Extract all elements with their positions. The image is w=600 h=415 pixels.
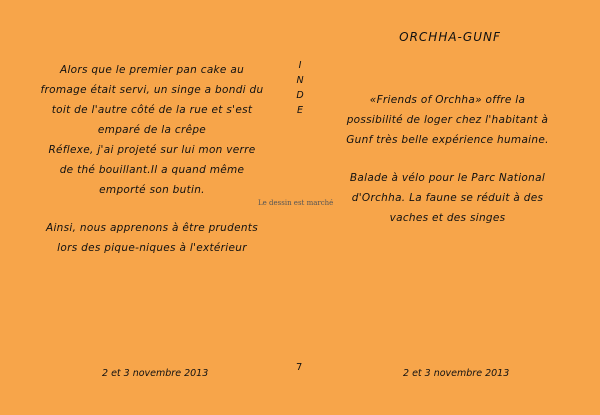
text-line: Ainsi, nous apprenons à être prudents — [45, 222, 258, 234]
text-line: emparé de la crêpe — [97, 124, 207, 136]
paragraph — [18, 60, 286, 200]
text-line: fromage était servi, un singe a bondi du — [40, 84, 264, 96]
text-line: «Friends of Orchha» offre la — [369, 94, 526, 106]
paragraph — [18, 218, 286, 258]
right-page-date: 2 et 3 novembre 2013 — [403, 368, 510, 379]
text-line: Balade à vélo pour le Parc National — [349, 172, 546, 184]
paragraph — [320, 168, 575, 228]
page-number: 7 — [296, 362, 303, 373]
spine-letter: E — [296, 105, 303, 116]
right-page-text — [320, 90, 575, 228]
text-line: Alors que le premier pan cake au — [59, 64, 245, 76]
text-line: emporté son butin. — [99, 184, 205, 196]
center-caption: Le dessin est marché — [258, 199, 334, 207]
spine-letter: I — [298, 60, 302, 71]
text-line: Réflexe, j'ai projeté sur lui mon verre — [48, 144, 256, 156]
text-line: toit de l'autre côté de la rue et s'est — [51, 104, 253, 116]
spine-letter: N — [296, 75, 304, 86]
left-page-date: 2 et 3 novembre 2013 — [102, 368, 209, 379]
text-line: d'Orchha. La faune se réduit à des — [351, 192, 544, 204]
left-page-text — [18, 60, 286, 258]
text-line: possibilité de loger chez l'habitant à — [346, 114, 549, 126]
text-line: Gunf très belle expérience humaine. — [346, 134, 549, 146]
text-line: de thé bouillant.Il a quand même — [59, 164, 245, 176]
right-page — [300, 0, 600, 415]
text-line: lors des pique-niques à l'extérieur — [57, 242, 247, 254]
spine-letter: D — [296, 90, 304, 101]
text-line: vaches et des singes — [389, 212, 506, 224]
page-title: ORCHHA-GUNF — [399, 30, 501, 44]
paragraph — [320, 90, 575, 150]
